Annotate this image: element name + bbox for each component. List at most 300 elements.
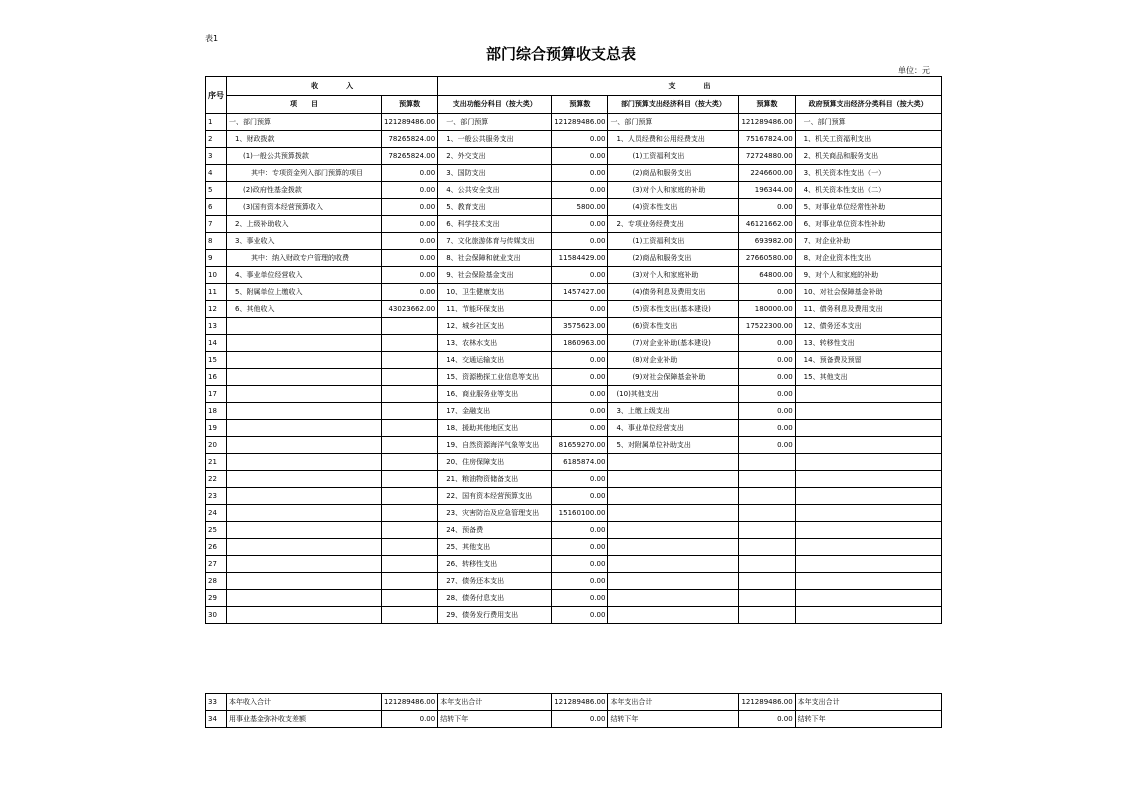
income-amount bbox=[382, 539, 438, 556]
functional-item: 20、住房保障支出 bbox=[438, 454, 552, 471]
income-amount bbox=[382, 352, 438, 369]
gov-economic-item: 一、部门预算 bbox=[795, 114, 941, 131]
economic-amount: 17522300.00 bbox=[739, 318, 795, 335]
row-seq: 17 bbox=[206, 386, 227, 403]
table-row bbox=[206, 539, 942, 556]
table-row bbox=[206, 352, 942, 369]
income-amount: 121289486.00 bbox=[382, 114, 438, 131]
economic-amount: 72724880.00 bbox=[739, 148, 795, 165]
income-amount bbox=[382, 471, 438, 488]
gov-economic-item: 3、机关资本性支出（一） bbox=[795, 165, 941, 182]
row-seq: 27 bbox=[206, 556, 227, 573]
gov-economic-item bbox=[795, 522, 941, 539]
row-seq: 29 bbox=[206, 590, 227, 607]
header-income-amount: 预算数 bbox=[382, 96, 438, 114]
header-income-item: 项 目 bbox=[227, 96, 382, 114]
functional-amount: 15160100.00 bbox=[552, 505, 608, 522]
economic-item: (6)资本性支出 bbox=[608, 318, 739, 335]
income-item: 4、事业单位经营收入 bbox=[227, 267, 382, 284]
gov-economic-item: 结转下年 bbox=[795, 711, 941, 728]
header-income-group: 收 入 bbox=[227, 77, 438, 96]
economic-amount: 0.00 bbox=[739, 369, 795, 386]
table-row bbox=[206, 148, 942, 165]
functional-amount: 121289486.00 bbox=[552, 694, 608, 711]
economic-amount: 27660580.00 bbox=[739, 250, 795, 267]
functional-item: 23、灾害防治及应急管理支出 bbox=[438, 505, 552, 522]
economic-amount: 0.00 bbox=[739, 403, 795, 420]
economic-item: 结转下年 bbox=[608, 711, 739, 728]
table-row bbox=[206, 318, 942, 335]
income-item: 本年收入合计 bbox=[227, 694, 382, 711]
header-economic-amount: 预算数 bbox=[739, 96, 795, 114]
table-row bbox=[206, 607, 942, 624]
functional-item: 27、债务还本支出 bbox=[438, 573, 552, 590]
header-seq: 序号 bbox=[206, 77, 227, 114]
table-row bbox=[206, 522, 942, 539]
row-seq: 26 bbox=[206, 539, 227, 556]
income-amount: 0.00 bbox=[382, 284, 438, 301]
income-item bbox=[227, 539, 382, 556]
income-item bbox=[227, 318, 382, 335]
economic-amount: 0.00 bbox=[739, 437, 795, 454]
functional-amount: 0.00 bbox=[552, 182, 608, 199]
gov-economic-item: 6、对事业单位资本性补助 bbox=[795, 216, 941, 233]
economic-item: (2)商品和服务支出 bbox=[608, 165, 739, 182]
functional-amount: 0.00 bbox=[552, 216, 608, 233]
economic-item bbox=[608, 505, 739, 522]
row-seq: 13 bbox=[206, 318, 227, 335]
functional-amount: 81659270.00 bbox=[552, 437, 608, 454]
totals-row bbox=[206, 694, 942, 711]
gov-economic-item bbox=[795, 505, 941, 522]
row-seq: 15 bbox=[206, 352, 227, 369]
economic-amount bbox=[739, 607, 795, 624]
income-item bbox=[227, 573, 382, 590]
gov-economic-item bbox=[795, 590, 941, 607]
table-row bbox=[206, 403, 942, 420]
gov-economic-item bbox=[795, 386, 941, 403]
functional-item: 本年支出合计 bbox=[438, 694, 552, 711]
gov-economic-item bbox=[795, 420, 941, 437]
functional-item: 19、自然资源海洋气象等支出 bbox=[438, 437, 552, 454]
economic-item: (5)资本性支出(基本建设) bbox=[608, 301, 739, 318]
functional-item: 7、文化旅游体育与传媒支出 bbox=[438, 233, 552, 250]
economic-amount: 121289486.00 bbox=[739, 694, 795, 711]
functional-amount: 0.00 bbox=[552, 590, 608, 607]
economic-item bbox=[608, 488, 739, 505]
income-amount: 121289486.00 bbox=[382, 694, 438, 711]
functional-amount: 0.00 bbox=[552, 420, 608, 437]
gov-economic-item: 11、债务利息及费用支出 bbox=[795, 301, 941, 318]
economic-item bbox=[608, 539, 739, 556]
economic-item: 1、人员经费和公用经费支出 bbox=[608, 131, 739, 148]
economic-amount: 0.00 bbox=[739, 352, 795, 369]
income-amount: 0.00 bbox=[382, 250, 438, 267]
income-amount: 43023662.00 bbox=[382, 301, 438, 318]
functional-item: 17、金融支出 bbox=[438, 403, 552, 420]
functional-amount: 121289486.00 bbox=[552, 114, 608, 131]
functional-amount: 5800.00 bbox=[552, 199, 608, 216]
economic-amount: 693982.00 bbox=[739, 233, 795, 250]
economic-item: 5、对附属单位补助支出 bbox=[608, 437, 739, 454]
functional-amount: 0.00 bbox=[552, 403, 608, 420]
row-seq: 2 bbox=[206, 131, 227, 148]
row-seq: 6 bbox=[206, 199, 227, 216]
economic-amount bbox=[739, 573, 795, 590]
gov-economic-item bbox=[795, 488, 941, 505]
functional-item: 29、债务发行费用支出 bbox=[438, 607, 552, 624]
economic-item bbox=[608, 607, 739, 624]
income-amount: 78265824.00 bbox=[382, 148, 438, 165]
income-amount bbox=[382, 590, 438, 607]
income-amount bbox=[382, 335, 438, 352]
gov-economic-item bbox=[795, 471, 941, 488]
income-item bbox=[227, 556, 382, 573]
functional-amount: 0.00 bbox=[552, 522, 608, 539]
gov-economic-item bbox=[795, 539, 941, 556]
table-row bbox=[206, 488, 942, 505]
economic-amount bbox=[739, 454, 795, 471]
income-amount: 78265824.00 bbox=[382, 131, 438, 148]
table-row bbox=[206, 420, 942, 437]
functional-amount: 0.00 bbox=[552, 301, 608, 318]
income-item: 3、事业收入 bbox=[227, 233, 382, 250]
header-functional-amount: 预算数 bbox=[552, 96, 608, 114]
gov-economic-item: 9、对个人和家庭的补助 bbox=[795, 267, 941, 284]
economic-item: (2)商品和服务支出 bbox=[608, 250, 739, 267]
income-item: (3)国有资本经营预算收入 bbox=[227, 199, 382, 216]
functional-amount: 0.00 bbox=[552, 131, 608, 148]
income-amount bbox=[382, 505, 438, 522]
table-row bbox=[206, 199, 942, 216]
row-seq: 5 bbox=[206, 182, 227, 199]
table-row bbox=[206, 131, 942, 148]
row-seq: 7 bbox=[206, 216, 227, 233]
functional-item: 11、节能环保支出 bbox=[438, 301, 552, 318]
row-seq: 1 bbox=[206, 114, 227, 131]
gov-economic-item bbox=[795, 573, 941, 590]
income-amount bbox=[382, 522, 438, 539]
gov-economic-item bbox=[795, 556, 941, 573]
unit-label: 单位：元 bbox=[898, 66, 930, 75]
income-item bbox=[227, 471, 382, 488]
table-row bbox=[206, 250, 942, 267]
economic-item: (4)债务利息及费用支出 bbox=[608, 284, 739, 301]
income-amount bbox=[382, 607, 438, 624]
header-economic: 部门预算支出经济科目（按大类） bbox=[608, 96, 739, 114]
functional-amount: 0.00 bbox=[552, 386, 608, 403]
income-item bbox=[227, 420, 382, 437]
income-item: 用事业基金弥补收支差额 bbox=[227, 711, 382, 728]
economic-amount bbox=[739, 505, 795, 522]
row-seq: 19 bbox=[206, 420, 227, 437]
gov-economic-item bbox=[795, 403, 941, 420]
header-expense-group: 支 出 bbox=[438, 77, 941, 96]
table-row bbox=[206, 590, 942, 607]
income-item bbox=[227, 590, 382, 607]
gov-economic-item: 14、预备费及预留 bbox=[795, 352, 941, 369]
income-item bbox=[227, 352, 382, 369]
row-seq: 18 bbox=[206, 403, 227, 420]
economic-item: 一、部门预算 bbox=[608, 114, 739, 131]
functional-item: 24、预备费 bbox=[438, 522, 552, 539]
row-seq: 24 bbox=[206, 505, 227, 522]
functional-item: 12、城乡社区支出 bbox=[438, 318, 552, 335]
functional-amount: 0.00 bbox=[552, 539, 608, 556]
table-row bbox=[206, 454, 942, 471]
economic-item: (8)对企业补助 bbox=[608, 352, 739, 369]
gov-economic-item: 12、债务还本支出 bbox=[795, 318, 941, 335]
income-amount: 0.00 bbox=[382, 267, 438, 284]
economic-amount bbox=[739, 539, 795, 556]
income-amount bbox=[382, 420, 438, 437]
economic-amount bbox=[739, 590, 795, 607]
income-amount: 0.00 bbox=[382, 216, 438, 233]
income-item: 其中：专项资金列入部门预算的项目 bbox=[227, 165, 382, 182]
functional-item: 结转下年 bbox=[438, 711, 552, 728]
income-item: 1、财政拨款 bbox=[227, 131, 382, 148]
income-amount bbox=[382, 403, 438, 420]
economic-item: (4)资本性支出 bbox=[608, 199, 739, 216]
totals-table bbox=[205, 693, 942, 728]
economic-item: (7)对企业补助(基本建设) bbox=[608, 335, 739, 352]
income-amount: 0.00 bbox=[382, 165, 438, 182]
economic-amount: 121289486.00 bbox=[739, 114, 795, 131]
income-item: 2、上级补助收入 bbox=[227, 216, 382, 233]
functional-item: 3、国防支出 bbox=[438, 165, 552, 182]
table-row bbox=[206, 335, 942, 352]
income-item bbox=[227, 488, 382, 505]
functional-amount: 0.00 bbox=[552, 488, 608, 505]
economic-amount: 64800.00 bbox=[739, 267, 795, 284]
economic-amount bbox=[739, 471, 795, 488]
economic-item bbox=[608, 573, 739, 590]
row-seq: 22 bbox=[206, 471, 227, 488]
income-item: 6、其他收入 bbox=[227, 301, 382, 318]
table-row bbox=[206, 437, 942, 454]
functional-item: 一、部门预算 bbox=[438, 114, 552, 131]
functional-item: 28、债务付息支出 bbox=[438, 590, 552, 607]
row-seq: 12 bbox=[206, 301, 227, 318]
functional-amount: 11584429.00 bbox=[552, 250, 608, 267]
income-amount: 0.00 bbox=[382, 233, 438, 250]
totals-row bbox=[206, 711, 942, 728]
table-row bbox=[206, 471, 942, 488]
functional-item: 26、转移性支出 bbox=[438, 556, 552, 573]
income-item bbox=[227, 522, 382, 539]
economic-amount: 196344.00 bbox=[739, 182, 795, 199]
economic-item: (10)其他支出 bbox=[608, 386, 739, 403]
functional-amount: 0.00 bbox=[552, 607, 608, 624]
functional-amount: 1860963.00 bbox=[552, 335, 608, 352]
economic-item bbox=[608, 471, 739, 488]
functional-item: 13、农林水支出 bbox=[438, 335, 552, 352]
economic-amount bbox=[739, 488, 795, 505]
page-title: 部门综合预算收支总表 bbox=[485, 45, 636, 63]
functional-item: 16、商业服务业等支出 bbox=[438, 386, 552, 403]
gov-economic-item: 13、转移性支出 bbox=[795, 335, 941, 352]
income-item: (2)政府性基金拨款 bbox=[227, 182, 382, 199]
gov-economic-item bbox=[795, 437, 941, 454]
income-item bbox=[227, 403, 382, 420]
income-amount bbox=[382, 369, 438, 386]
row-seq: 16 bbox=[206, 369, 227, 386]
gov-economic-item bbox=[795, 454, 941, 471]
row-seq: 34 bbox=[206, 711, 227, 728]
functional-item: 8、社会保障和就业支出 bbox=[438, 250, 552, 267]
table-row bbox=[206, 505, 942, 522]
gov-economic-item: 1、机关工资福利支出 bbox=[795, 131, 941, 148]
functional-item: 14、交通运输支出 bbox=[438, 352, 552, 369]
economic-amount bbox=[739, 556, 795, 573]
row-seq: 4 bbox=[206, 165, 227, 182]
row-seq: 8 bbox=[206, 233, 227, 250]
functional-amount: 0.00 bbox=[552, 369, 608, 386]
income-item bbox=[227, 437, 382, 454]
row-seq: 23 bbox=[206, 488, 227, 505]
functional-item: 10、卫生健康支出 bbox=[438, 284, 552, 301]
gov-economic-item: 15、其他支出 bbox=[795, 369, 941, 386]
functional-item: 5、教育支出 bbox=[438, 199, 552, 216]
income-amount: 0.00 bbox=[382, 182, 438, 199]
income-item: (1)一般公共预算拨款 bbox=[227, 148, 382, 165]
income-item bbox=[227, 454, 382, 471]
functional-amount: 1457427.00 bbox=[552, 284, 608, 301]
income-item bbox=[227, 335, 382, 352]
budget-table bbox=[205, 76, 942, 624]
table-row bbox=[206, 301, 942, 318]
gov-economic-item: 5、对事业单位经常性补助 bbox=[795, 199, 941, 216]
functional-amount: 0.00 bbox=[552, 556, 608, 573]
economic-item: 4、事业单位经营支出 bbox=[608, 420, 739, 437]
gov-economic-item: 8、对企业资本性支出 bbox=[795, 250, 941, 267]
income-item bbox=[227, 369, 382, 386]
economic-item bbox=[608, 522, 739, 539]
economic-item: (3)对个人和家庭的补助 bbox=[608, 182, 739, 199]
economic-amount: 0.00 bbox=[739, 420, 795, 437]
economic-item: 3、上缴上级支出 bbox=[608, 403, 739, 420]
economic-amount: 0.00 bbox=[739, 335, 795, 352]
income-amount bbox=[382, 386, 438, 403]
economic-amount: 2246600.00 bbox=[739, 165, 795, 182]
functional-item: 15、资源勘探工业信息等支出 bbox=[438, 369, 552, 386]
income-amount bbox=[382, 556, 438, 573]
table-row bbox=[206, 233, 942, 250]
row-seq: 21 bbox=[206, 454, 227, 471]
functional-amount: 0.00 bbox=[552, 267, 608, 284]
economic-item: (1)工资福利支出 bbox=[608, 233, 739, 250]
table-row bbox=[206, 182, 942, 199]
economic-item bbox=[608, 556, 739, 573]
header-gov-economic: 政府预算支出经济分类科目（按大类） bbox=[795, 96, 941, 114]
income-amount bbox=[382, 573, 438, 590]
economic-item: 本年支出合计 bbox=[608, 694, 739, 711]
table-row bbox=[206, 386, 942, 403]
gov-economic-item: 本年支出合计 bbox=[795, 694, 941, 711]
economic-amount: 0.00 bbox=[739, 711, 795, 728]
row-seq: 9 bbox=[206, 250, 227, 267]
gov-economic-item: 4、机关资本性支出（二） bbox=[795, 182, 941, 199]
economic-amount: 0.00 bbox=[739, 199, 795, 216]
economic-amount: 0.00 bbox=[739, 386, 795, 403]
economic-item: (9)对社会保障基金补助 bbox=[608, 369, 739, 386]
economic-amount bbox=[739, 522, 795, 539]
functional-amount: 0.00 bbox=[552, 352, 608, 369]
gov-economic-item: 10、对社会保障基金补助 bbox=[795, 284, 941, 301]
row-seq: 33 bbox=[206, 694, 227, 711]
functional-amount: 0.00 bbox=[552, 165, 608, 182]
income-amount bbox=[382, 488, 438, 505]
functional-item: 25、其他支出 bbox=[438, 539, 552, 556]
functional-item: 18、援助其他地区支出 bbox=[438, 420, 552, 437]
income-amount bbox=[382, 437, 438, 454]
functional-amount: 0.00 bbox=[552, 148, 608, 165]
sheet-tag: 表1 bbox=[205, 34, 219, 43]
economic-item: (1)工资福利支出 bbox=[608, 148, 739, 165]
table-row bbox=[206, 267, 942, 284]
gov-economic-item: 2、机关商品和服务支出 bbox=[795, 148, 941, 165]
functional-item: 22、国有资本经营预算支出 bbox=[438, 488, 552, 505]
income-amount bbox=[382, 318, 438, 335]
row-seq: 11 bbox=[206, 284, 227, 301]
table-row bbox=[206, 369, 942, 386]
economic-item bbox=[608, 454, 739, 471]
table-row bbox=[206, 216, 942, 233]
income-item: 5、附属单位上缴收入 bbox=[227, 284, 382, 301]
row-seq: 28 bbox=[206, 573, 227, 590]
economic-amount: 180000.00 bbox=[739, 301, 795, 318]
functional-amount: 0.00 bbox=[552, 233, 608, 250]
functional-item: 1、一般公共服务支出 bbox=[438, 131, 552, 148]
functional-item: 2、外交支出 bbox=[438, 148, 552, 165]
functional-item: 4、公共安全支出 bbox=[438, 182, 552, 199]
income-item: 一、部门预算 bbox=[227, 114, 382, 131]
row-seq: 25 bbox=[206, 522, 227, 539]
table-row bbox=[206, 114, 942, 131]
economic-item: (3)对个人和家庭补助 bbox=[608, 267, 739, 284]
row-seq: 20 bbox=[206, 437, 227, 454]
functional-item: 6、科学技术支出 bbox=[438, 216, 552, 233]
functional-amount: 6185874.00 bbox=[552, 454, 608, 471]
income-amount bbox=[382, 454, 438, 471]
income-item: 其中：纳入财政专户管理的收费 bbox=[227, 250, 382, 267]
income-item bbox=[227, 607, 382, 624]
economic-amount: 0.00 bbox=[739, 284, 795, 301]
functional-amount: 0.00 bbox=[552, 573, 608, 590]
income-item bbox=[227, 505, 382, 522]
table-row bbox=[206, 573, 942, 590]
row-seq: 3 bbox=[206, 148, 227, 165]
functional-item: 21、粮油物资储备支出 bbox=[438, 471, 552, 488]
gov-economic-item bbox=[795, 607, 941, 624]
row-seq: 30 bbox=[206, 607, 227, 624]
income-amount: 0.00 bbox=[382, 199, 438, 216]
economic-amount: 75167824.00 bbox=[739, 131, 795, 148]
economic-amount: 46121662.00 bbox=[739, 216, 795, 233]
header-functional: 支出功能分科目（按大类） bbox=[438, 96, 552, 114]
functional-item: 9、社会保险基金支出 bbox=[438, 267, 552, 284]
row-seq: 14 bbox=[206, 335, 227, 352]
row-seq: 10 bbox=[206, 267, 227, 284]
functional-amount: 0.00 bbox=[552, 471, 608, 488]
functional-amount: 0.00 bbox=[552, 711, 608, 728]
economic-item: 2、专项业务经费支出 bbox=[608, 216, 739, 233]
table-row bbox=[206, 556, 942, 573]
gov-economic-item: 7、对企业补助 bbox=[795, 233, 941, 250]
economic-item bbox=[608, 590, 739, 607]
income-item bbox=[227, 386, 382, 403]
functional-amount: 3575623.00 bbox=[552, 318, 608, 335]
